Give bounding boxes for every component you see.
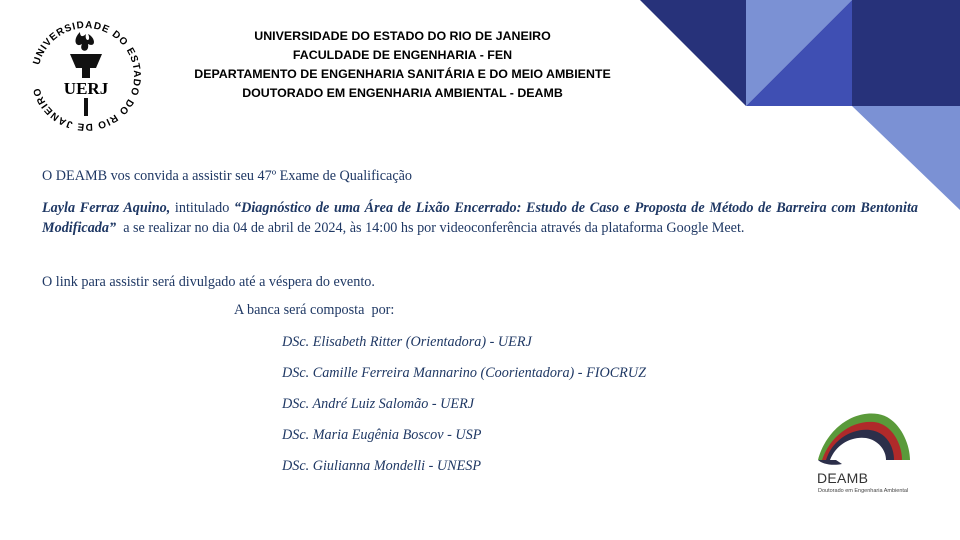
link-note: O link para assistir será divulgado até a véspera do evento. bbox=[42, 274, 375, 290]
header-line-program: DOUTORADO EM ENGENHARIA AMBIENTAL - DEAMB bbox=[242, 86, 563, 100]
invite-intro: O DEAMB vos convida a assistir seu 47º Exame de Qualificação bbox=[42, 168, 413, 184]
uerj-ring-text: UNIVERSIDADE DO ESTADO DO RIO DE JANEIRO bbox=[31, 19, 143, 133]
uerj-abbr: UERJ bbox=[63, 79, 109, 98]
committee-member: DSc. Camille Ferreira Mannarino (Coorientadora) - FIOCRUZ bbox=[282, 365, 646, 381]
committee-member: DSc. Maria Eugênia Boscov - USP bbox=[282, 427, 482, 443]
header-line-faculty: FACULDADE DE ENGENHARIA - FEN bbox=[292, 48, 513, 62]
candidate-name: Layla Ferraz Aquino, bbox=[42, 200, 171, 216]
uerj-logo bbox=[24, 14, 148, 138]
titled-connector: intitulado bbox=[170, 200, 234, 216]
committee-member: DSc. Giulianna Mondelli - UNESP bbox=[282, 458, 481, 474]
committee-member: DSc. André Luiz Salomão - UERJ bbox=[282, 396, 475, 412]
committee-heading: A banca será composta por: bbox=[234, 302, 395, 318]
deamb-logo-name: DEAMB bbox=[817, 470, 869, 486]
header-line-university: UNIVERSIDADE DO ESTADO DO RIO DE JANEIRO bbox=[254, 29, 551, 43]
deamb-logo-icon bbox=[812, 408, 912, 500]
torch-icon bbox=[70, 32, 102, 116]
header-line-department: DEPARTAMENTO DE ENGENHARIA SANITÁRIA E DO MEIO AMBIENTE bbox=[194, 67, 611, 81]
institution-header bbox=[150, 27, 655, 103]
thesis-title: “Diagnóstico de uma Área de Lixão Encerrado: Estudo de Caso e Proposta de Método de Barreira com Bentonita Modificada” bbox=[42, 200, 918, 236]
invite-paragraph bbox=[42, 198, 918, 238]
committee-member: DSc. Elisabeth Ritter (Orientadora) - UERJ bbox=[282, 334, 532, 350]
event-details: a se realizar no dia 04 de abril de 2024, às 14:00 hs por videoconferência através da plataforma Google Meet. bbox=[116, 220, 745, 236]
deamb-logo-subtitle: Doutorado em Engenharia Ambiental bbox=[818, 488, 909, 494]
